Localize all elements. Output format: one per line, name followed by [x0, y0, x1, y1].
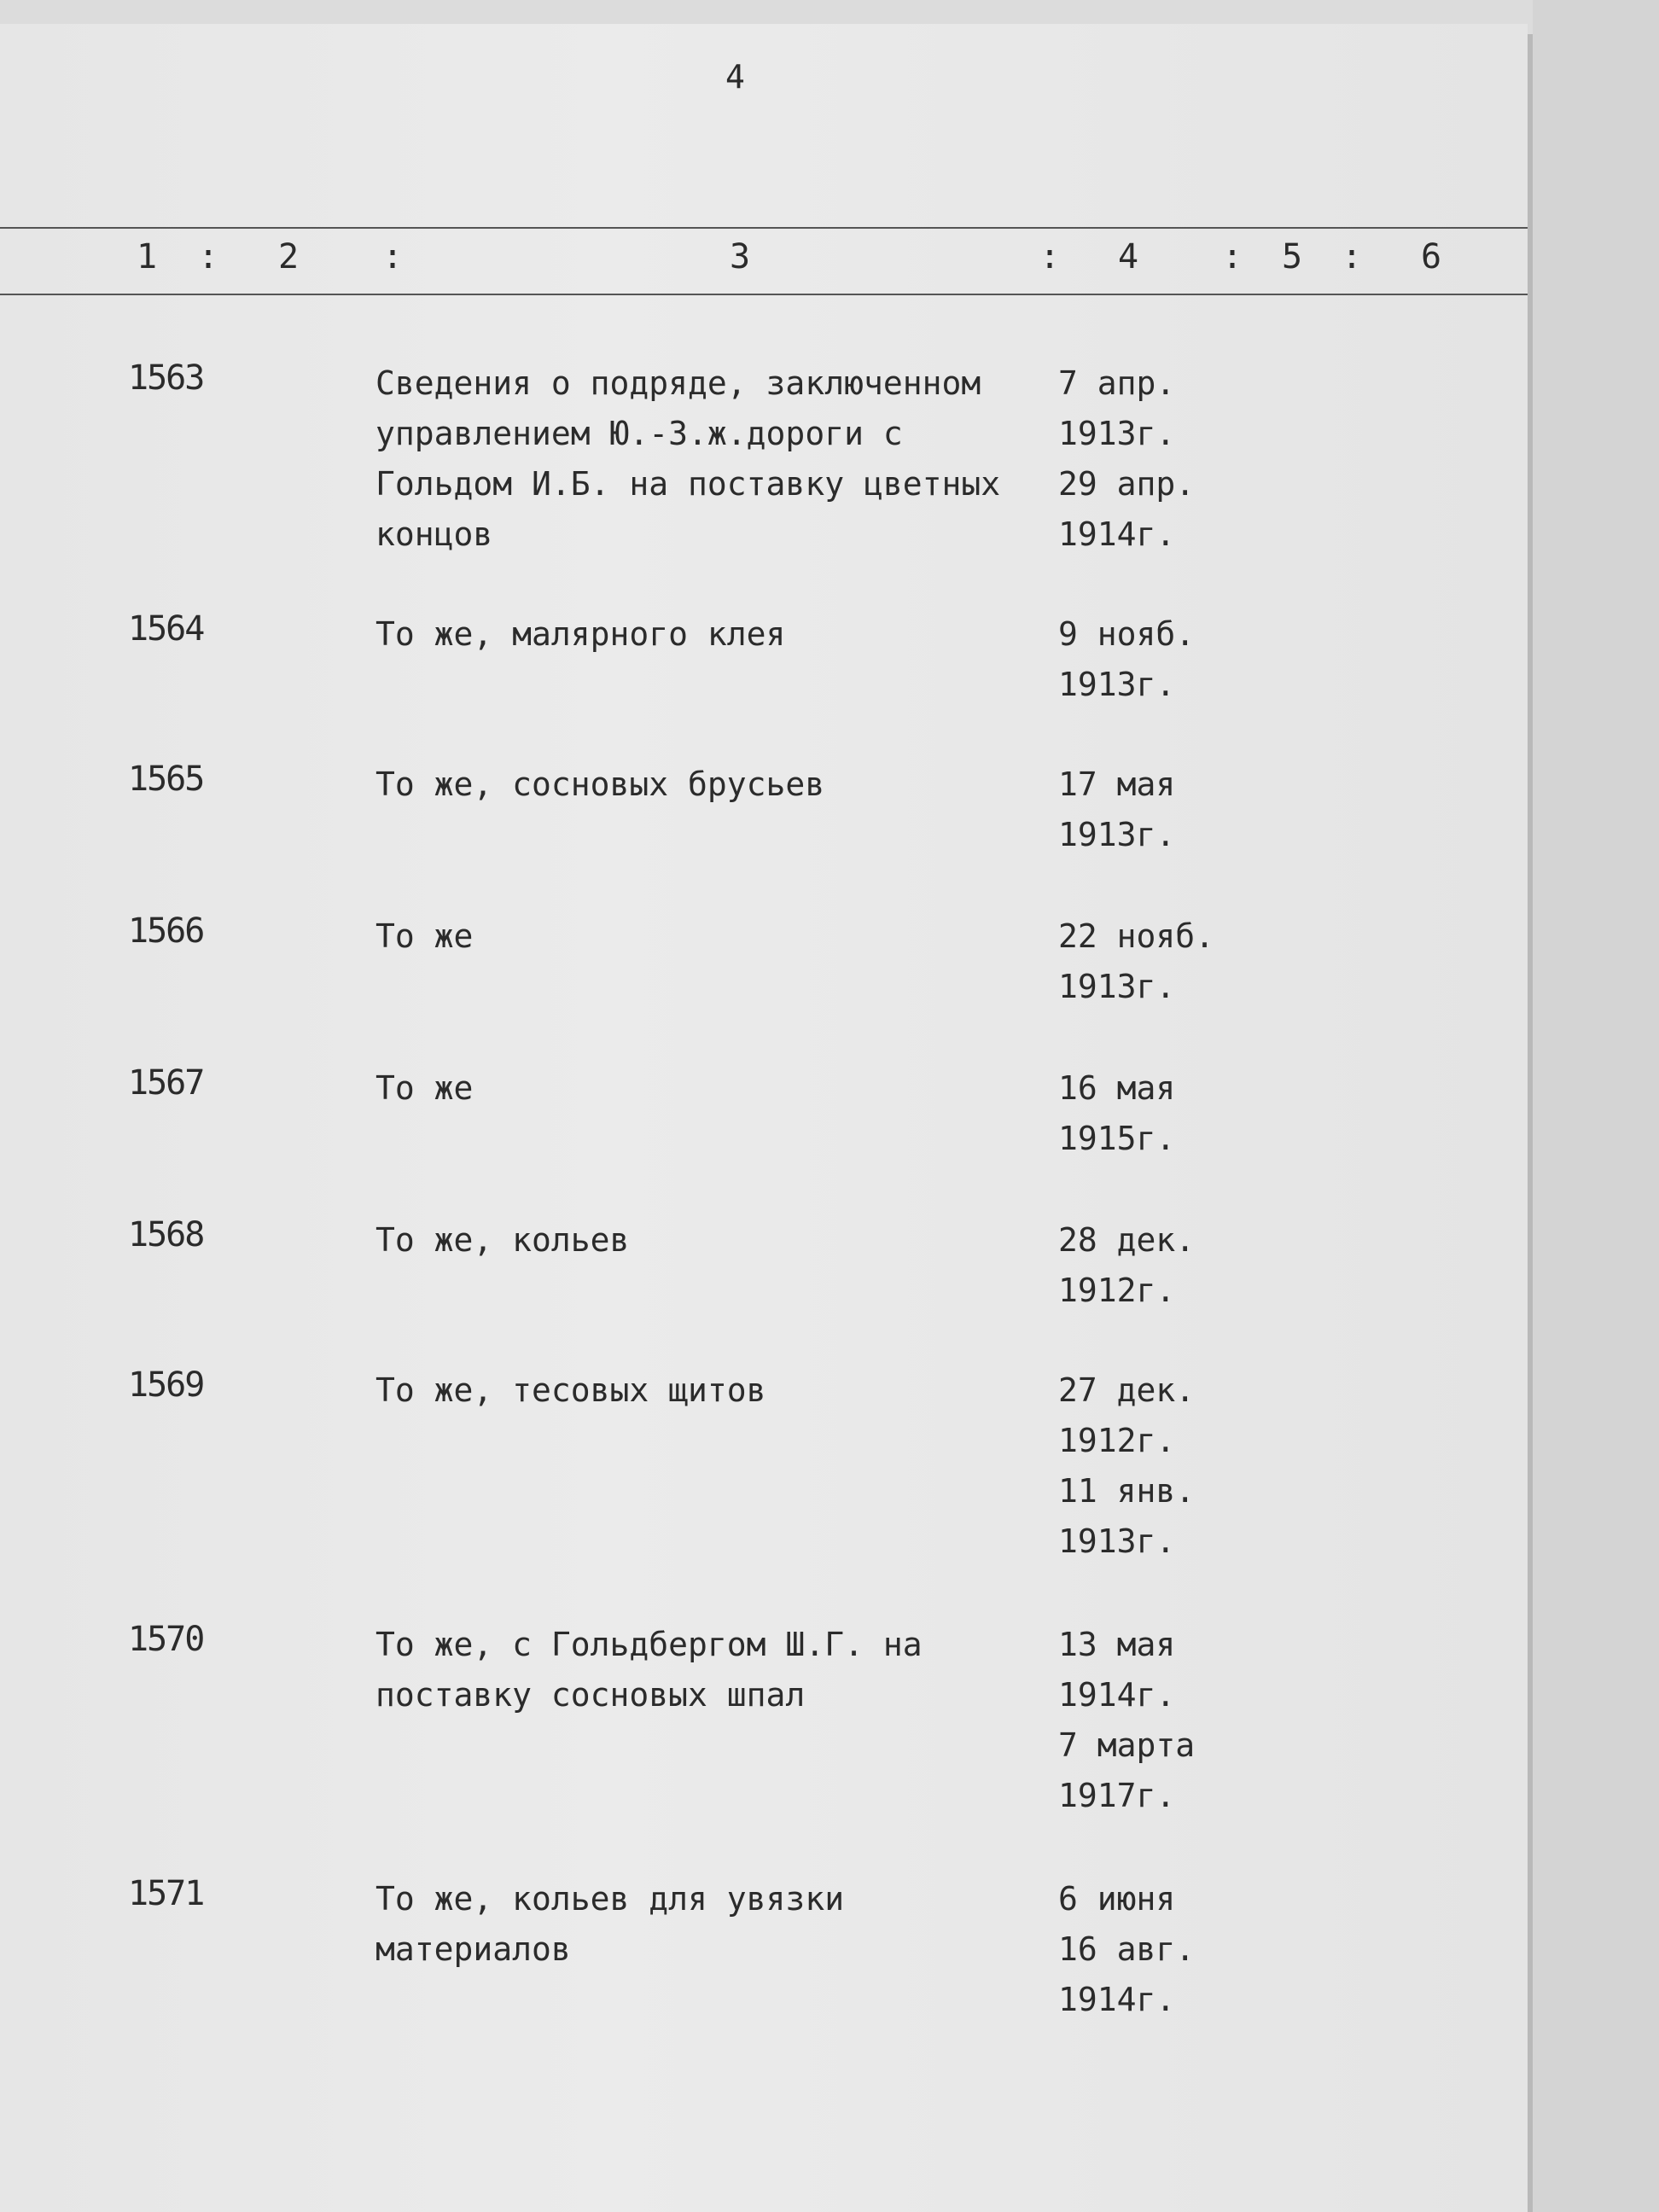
- date-line: 1912г.: [1058, 1272, 1176, 1309]
- file-dates: [1058, 1874, 1263, 2025]
- file-number: 1564: [128, 609, 204, 649]
- file-dates: [1058, 609, 1263, 710]
- file-description: То же, тесовых щитов: [375, 1371, 766, 1409]
- column-separator: :: [1342, 237, 1363, 276]
- header-rule-bottom: [0, 294, 1528, 295]
- date-line: 28 дек.: [1058, 1221, 1196, 1259]
- file-description: То же: [375, 917, 474, 955]
- date-line: 22 нояб.: [1058, 917, 1215, 955]
- date-line: 16 мая: [1058, 1069, 1176, 1107]
- file-dates: [1058, 1215, 1263, 1316]
- date-line: 17 мая: [1058, 765, 1176, 803]
- date-line: 1913г.: [1058, 816, 1176, 853]
- date-line: 29 апр.: [1058, 465, 1196, 503]
- file-dates: [1058, 1063, 1263, 1164]
- column-header-1: 1: [137, 237, 158, 276]
- file-number: 1567: [128, 1063, 204, 1103]
- column-header-4: 4: [1118, 237, 1139, 276]
- page-number: 4: [725, 58, 745, 96]
- date-line: 1914г.: [1058, 1676, 1176, 1714]
- file-description: То же, кольев для увязки материалов: [375, 1880, 845, 1968]
- column-separator: :: [382, 237, 404, 276]
- header-rule-top: [0, 227, 1528, 229]
- file-dates: [1058, 1365, 1263, 1567]
- file-dates: [1058, 911, 1263, 1012]
- underlying-page: [1533, 0, 1659, 2212]
- file-number: 1568: [128, 1215, 204, 1254]
- column-header-5: 5: [1282, 237, 1303, 276]
- date-line: 16 авг.: [1058, 1930, 1196, 1968]
- file-description: То же: [375, 1069, 474, 1107]
- column-separator: :: [1222, 237, 1243, 276]
- page-edge: [1528, 34, 1533, 2212]
- date-line: 7 апр.: [1058, 364, 1176, 402]
- date-line: 1912г.: [1058, 1422, 1176, 1459]
- file-dates: [1058, 1620, 1263, 1821]
- file-number: 1570: [128, 1620, 204, 1659]
- date-line: 1914г.: [1058, 1981, 1176, 2018]
- date-line: 1917г.: [1058, 1777, 1176, 1814]
- file-number: 1563: [128, 358, 204, 398]
- date-line: 7 марта: [1058, 1726, 1196, 1764]
- file-description: То же, малярного клея: [375, 615, 786, 653]
- date-line: 1913г.: [1058, 415, 1176, 452]
- file-number: 1569: [128, 1365, 204, 1405]
- column-separator: :: [198, 237, 219, 276]
- date-line: 27 дек.: [1058, 1371, 1196, 1409]
- date-line: 1914г.: [1058, 515, 1176, 553]
- date-line: 13 мая: [1058, 1626, 1176, 1663]
- column-header-2: 2: [278, 237, 300, 276]
- column-separator: :: [1039, 237, 1061, 276]
- date-line: 9 нояб.: [1058, 615, 1196, 653]
- date-line: 1913г.: [1058, 666, 1176, 703]
- file-description: То же, с Гольдбергом Ш.Г. на поставку сосновых шпал: [375, 1626, 923, 1714]
- file-number: 1565: [128, 760, 204, 799]
- file-description: То же, сосновых брусьев: [375, 765, 825, 803]
- date-line: 6 июня: [1058, 1880, 1176, 1918]
- date-line: 1913г.: [1058, 968, 1176, 1005]
- date-line: 1913г.: [1058, 1522, 1176, 1560]
- date-line: 11 янв.: [1058, 1472, 1196, 1510]
- column-header-6: 6: [1421, 237, 1442, 276]
- file-dates: [1058, 358, 1263, 560]
- date-line: 1915г.: [1058, 1120, 1176, 1157]
- file-description: Сведения о подряде, заключенном управлением Ю.-З.ж.дороги с Гольдом И.Б. на поставку цветных концов: [375, 364, 1001, 553]
- column-header-3: 3: [730, 237, 751, 276]
- file-number: 1566: [128, 911, 204, 951]
- file-dates: [1058, 760, 1263, 860]
- file-description: То же, кольев: [375, 1221, 630, 1259]
- file-number: 1571: [128, 1874, 204, 1913]
